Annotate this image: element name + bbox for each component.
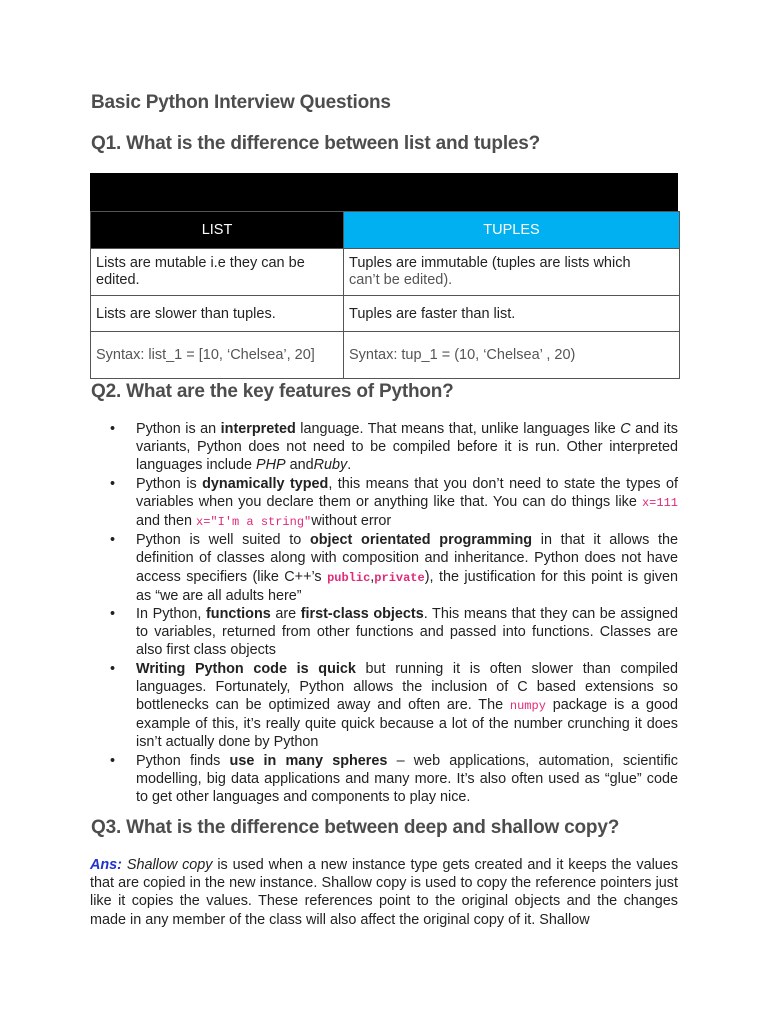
bold-term: functions	[206, 606, 271, 623]
answer-paragraph	[90, 856, 678, 929]
list-item	[110, 660, 678, 752]
cell-tuples-text: Tuples are immutable (tuples are lists which	[349, 255, 631, 271]
bold-term: use in many spheres	[229, 752, 388, 769]
italic-term: C	[620, 421, 631, 437]
table-header-row	[91, 212, 680, 249]
code-snippet: public	[327, 570, 371, 585]
text: and then	[136, 513, 197, 530]
page-title: Basic Python Interview Questions	[91, 92, 391, 113]
italic-term: Ruby	[313, 457, 348, 474]
table-top-banner	[90, 173, 678, 211]
cell-tuples: Syntax: tup_1 = (10, ‘Chelsea’ , 20)	[344, 332, 680, 379]
text: , this means that you don’t need to state the types of variables when you declare them or anything like that. You can do things like	[136, 475, 678, 510]
list-item	[110, 475, 678, 532]
question-2-heading: Q2. What are the key features of Python?	[91, 381, 454, 402]
code-snippet: numpy	[509, 699, 546, 714]
cell-list: Syntax: list_1 = [10, ‘Chelsea’, 20]	[91, 332, 344, 379]
text: Python is well suited to	[136, 532, 310, 549]
code-snippet: x="I'm a string"	[196, 515, 312, 530]
text: Python finds	[136, 752, 230, 769]
text: without error	[311, 513, 392, 530]
table-row	[91, 332, 680, 379]
cell-tuples: Tuples are faster than list.	[344, 296, 680, 332]
text: ,	[370, 568, 375, 585]
table-row	[91, 249, 680, 296]
bullet-icon: •	[110, 421, 116, 437]
text: ), the justification for this point is given as “we are all adults here”	[136, 568, 678, 604]
text: and	[285, 457, 314, 474]
list-item	[110, 605, 678, 660]
text: are	[270, 606, 301, 623]
text: . This means that they can be assigned to variables, returned from other functions and passed into functions. Classes are also first class objects	[136, 606, 678, 659]
bullet-icon: •	[110, 475, 116, 492]
bullet-icon: •	[110, 752, 116, 769]
italic-term: Shallow copy	[126, 857, 213, 873]
features-list	[110, 420, 678, 806]
list-item	[110, 420, 678, 475]
bullet-icon: •	[110, 532, 116, 549]
text: but running it is often slower than compiled languages. Fortunately, Python allows the inclusion of C based extensions so bottlenecks can be optimized away and often are. The	[136, 660, 678, 714]
text: package is a good example of this, it’s really quite quick because a lot of the number crunching it does isn’t actually done by Python	[136, 697, 678, 751]
table-row	[91, 296, 680, 332]
text: language. That means that, unlike languages like	[295, 421, 621, 437]
bold-term: first-class objects	[300, 606, 424, 623]
header-list: LIST	[91, 212, 344, 249]
text: .	[347, 457, 352, 474]
list-item	[110, 531, 678, 605]
text: in that it allows the definition of classes along with composition and inheritance. Python does not have access specifiers (like C++’s	[136, 532, 678, 585]
list-vs-tuples-table	[90, 211, 680, 379]
list-item	[110, 752, 678, 807]
answer-text: is used when a new instance type gets created and it keeps the values that are copied in the new instance. Shallow copy is used to copy the reference pointers just like it copies the values. These references point to the original objects and the changes made in any member of the class will also affect the original copy of it. Shallow	[90, 857, 679, 928]
cell-list: Lists are mutable i.e they can be edited.	[91, 249, 344, 296]
answer-label: Ans:	[90, 857, 122, 873]
cell-tuples	[344, 249, 680, 296]
code-snippet: private	[374, 570, 425, 585]
bold-term: Writing Python code is quick	[136, 660, 356, 677]
question-3-heading: Q3. What is the difference between deep and shallow copy?	[91, 817, 620, 838]
cell-tuples-text-cont: can’t be edited).	[349, 272, 453, 288]
text: and its variants, Python does not need to be compiled before it is run. Other interpreted languages include	[136, 421, 679, 474]
text: In Python,	[136, 606, 206, 623]
code-snippet: x=111	[641, 495, 678, 510]
text: – web applications, automation, scientific modelling, big data applications and many more. It’s also often used as “glue” code to get other languages and components to play nice.	[136, 752, 678, 806]
text: Python is an	[136, 421, 221, 437]
bold-term: dynamically typed	[202, 475, 329, 492]
bold-term: interpreted	[220, 421, 296, 437]
bullet-icon: •	[110, 660, 116, 677]
bold-term: object orientated programming	[309, 532, 533, 549]
bullet-icon: •	[110, 606, 116, 623]
header-tuples: TUPLES	[344, 212, 680, 249]
text: Python is	[136, 475, 203, 492]
cell-list: Lists are slower than tuples.	[91, 296, 344, 332]
question-1-heading: Q1. What is the difference between list and tuples?	[91, 133, 541, 154]
italic-term: PHP	[256, 457, 286, 474]
